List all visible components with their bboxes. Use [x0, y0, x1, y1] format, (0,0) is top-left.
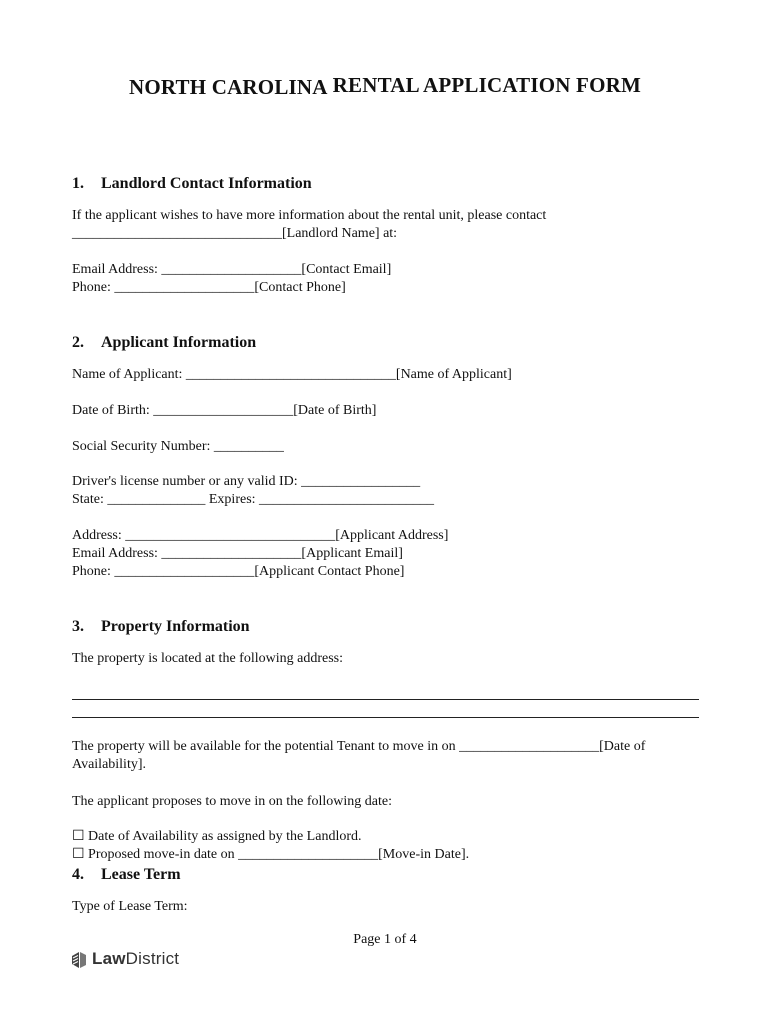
property-address-line-2[interactable]	[72, 717, 699, 718]
section-4-number: 4.	[72, 866, 84, 883]
section-1-heading	[72, 175, 312, 193]
property-located-text: The property is located at the following address:	[72, 651, 343, 666]
document-title	[0, 75, 770, 100]
page-number: Page 1 of 4	[353, 932, 417, 947]
title-part-2: RENTAL APPLICATION FORM	[332, 73, 641, 97]
applicant-email-field[interactable]: Email Address: ____________________[Applicant Email]	[72, 546, 403, 561]
applicant-name-field[interactable]: Name of Applicant: ______________________________[Name of Applicant]	[72, 367, 512, 382]
section-1-number: 1.	[72, 175, 84, 192]
proposes-text: The applicant proposes to move in on the following date:	[72, 794, 392, 809]
section-2-number: 2.	[72, 334, 84, 351]
applicant-phone-field[interactable]: Phone: ____________________[Applicant Contact Phone]	[72, 564, 405, 579]
logo-rest-text: District	[125, 949, 180, 968]
property-address-line-1[interactable]	[72, 699, 699, 700]
section-4-heading	[72, 866, 181, 884]
section-2-heading	[72, 334, 256, 352]
applicant-address-field[interactable]: Address: ______________________________[Applicant Address]	[72, 528, 449, 543]
license-field[interactable]: Driver's license number or any valid ID: _________________	[72, 474, 421, 489]
section-2-title: Applicant Information	[101, 334, 257, 351]
ssn-field[interactable]: Social Security Number: __________	[72, 439, 284, 454]
lease-type-text: Type of Lease Term:	[72, 899, 188, 914]
section-3-title: Property Information	[101, 618, 250, 635]
logo-bold-text: Law	[92, 949, 126, 968]
landlord-name-field[interactable]: ______________________________[Landlord Name] at:	[72, 226, 398, 241]
lawdistrict-logo-icon	[70, 948, 88, 970]
landlord-phone-field[interactable]: Phone: ____________________[Contact Phone]	[72, 280, 346, 295]
section-3-number: 3.	[72, 618, 84, 635]
availability-checkbox-option[interactable]: ☐ Date of Availability as assigned by the Landlord.	[72, 829, 362, 844]
lawdistrict-logo	[70, 948, 179, 970]
move-in-checkbox-option[interactable]: ☐ Proposed move-in date on ____________________[Move-in Date].	[72, 847, 470, 862]
landlord-contact-line-1: If the applicant wishes to have more information about the rental unit, please contact	[72, 208, 547, 223]
date-of-birth-field[interactable]: Date of Birth: ____________________[Date of Birth]	[72, 403, 377, 418]
section-4-title: Lease Term	[101, 866, 181, 883]
section-3-heading	[72, 618, 250, 636]
logo-wordmark	[92, 949, 179, 969]
availability-date-field[interactable]: The property will be available for the potential Tenant to move in on ____________________[Date of	[72, 739, 646, 754]
title-part-1: NORTH CAROLINA	[128, 75, 328, 99]
availability-text-cont: Availability].	[72, 757, 146, 772]
section-1-title: Landlord Contact Information	[101, 175, 312, 192]
state-expires-field[interactable]: State: ______________ Expires: _________________________	[72, 492, 435, 507]
landlord-email-field[interactable]: Email Address: ____________________[Contact Email]	[72, 262, 392, 277]
